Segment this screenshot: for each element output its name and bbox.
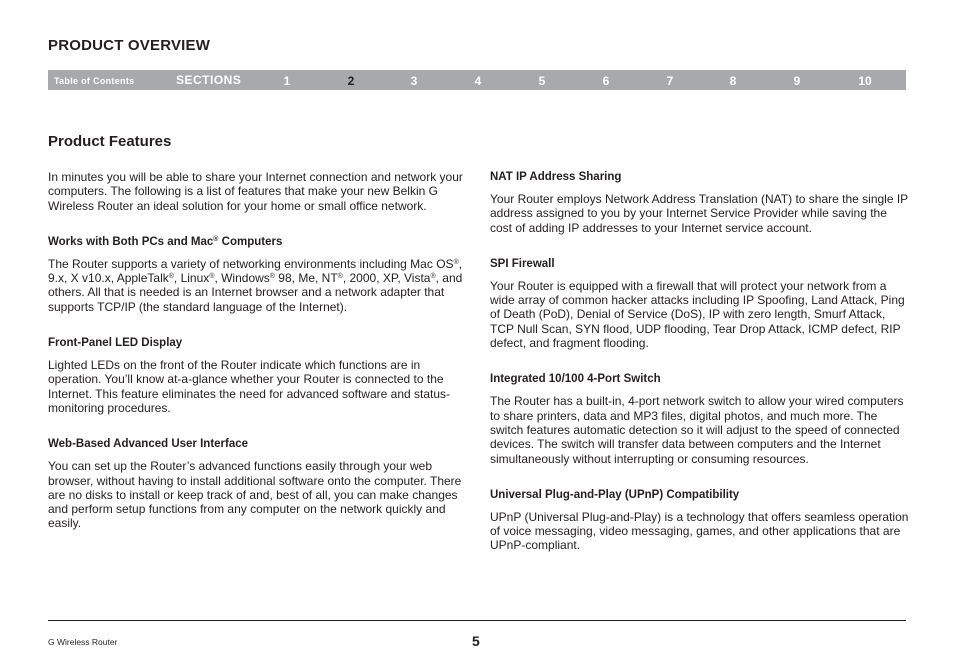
section-nav-bar [48, 70, 906, 90]
section-link-10[interactable]: 10 [858, 74, 872, 88]
feature-heading-web-interface: Web-Based Advanced User Interface [48, 438, 249, 451]
sections-label: SECTIONS [176, 73, 242, 87]
left-column [48, 170, 468, 531]
section-link-5[interactable]: 5 [538, 74, 546, 88]
section-link-6[interactable]: 6 [602, 74, 610, 88]
footer-product-name: G Wireless Router [48, 637, 118, 647]
section-link-4[interactable]: 4 [474, 74, 482, 88]
table-of-contents-link[interactable]: Table of Contents [54, 76, 135, 86]
feature-body-switch: The Router has a built-in, 4-port network switch to allow your wired computers to share printers, data and MP3 files, digital photos, and much more. The switch features automatic detection so it will adjust to the speed of connected devices. The switch will transfer data between computers and the Internet simultaneously without interrupting or consuming resources. [490, 394, 904, 466]
feature-body-web-interface: You can set up the Router’s advanced functions easily through your web browser, without having to install additional software onto the computer. There are no disks to install or keep track of and, best of all, you can make changes and perform setup functions from any computer on the network quickly and easily. [48, 459, 462, 531]
feature-body-led-display: Lighted LEDs on the front of the Router indicate which functions are in operation. You’ll know at-a-glance whether your Router is connected to the Internet. This feature eliminates the need for advanced software and status-monitoring procedures. [48, 358, 451, 415]
page-header-title: PRODUCT OVERVIEW [48, 37, 211, 54]
footer-divider [48, 620, 906, 621]
feature-body-upnp: UPnP (Universal Plug-and-Play) is a technology that offers seamless operation of voice messaging, video messaging, games, and other applications that are UPnP-compliant. [490, 509, 909, 553]
feature-heading-switch: Integrated 10/100 4-Port Switch [490, 373, 661, 386]
section-link-7[interactable]: 7 [666, 74, 674, 88]
feature-heading-upnp: Universal Plug-and-Play (UPnP) Compatibility [490, 488, 740, 501]
feature-body-pcs-mac: The Router supports a variety of networking environments including Mac OS®, 9.x, X v10.x, AppleTalk®, Linux®, Windows® 98, Me, NT®, 2000, XP, Vista®, and others. All that is needed is an Internet browser and a network adapter that supports TCP/IP (the standard language of the Internet). [48, 256, 463, 314]
section-link-3[interactable]: 3 [410, 74, 418, 88]
section-link-2[interactable]: 2 [347, 74, 355, 88]
section-title: Product Features [48, 133, 172, 150]
feature-body-nat: Your Router employs Network Address Translation (NAT) to share the single IP address assigned to you by your Internet Service Provider while saving the cost of adding IP addresses to your Internet service account. [490, 192, 908, 235]
feature-body-spi-firewall: Your Router is equipped with a firewall that will protect your network from a wide array of common hacker attacks including IP Spoofing, Land Attack, Ping of Death (PoD), Denial of Service (DoS), IP with zero length, Smurf Attack, TCP Null Scan, SYN flood, UDP flooding, Tear Drop Attack, ICMP defect, RIP defect, and fragment flooding. [490, 278, 905, 351]
right-column [490, 170, 910, 553]
feature-heading-led-display: Front-Panel LED Display [48, 337, 183, 350]
feature-heading-nat: NAT IP Address Sharing [490, 171, 622, 183]
page-number: 5 [472, 633, 480, 649]
intro-paragraph: In minutes you will be able to share your Internet connection and network your computers. The following is a list of features that make your new Belkin G Wireless Router an ideal solution for your home or small office network. [48, 170, 463, 213]
section-link-8[interactable]: 8 [729, 74, 737, 88]
section-link-9[interactable]: 9 [793, 74, 801, 88]
section-link-1[interactable]: 1 [283, 74, 291, 88]
feature-heading-spi-firewall: SPI Firewall [490, 257, 555, 270]
feature-heading-pcs-mac: Works with Both PCs and Mac® Computers [48, 235, 283, 248]
